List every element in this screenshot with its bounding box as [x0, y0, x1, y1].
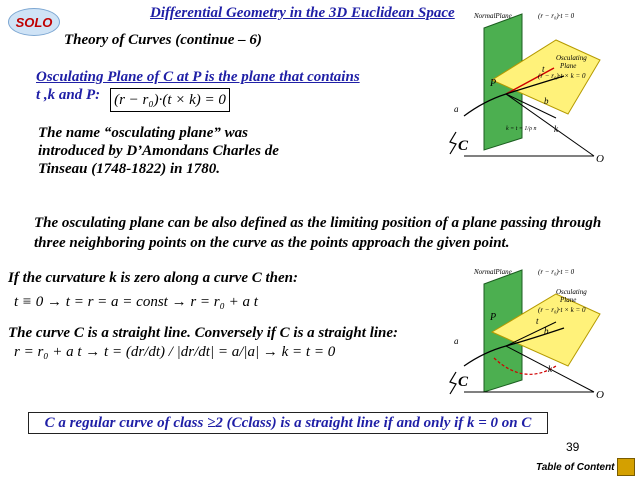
osc-eq-2: (r − r₀)·t × k = 0	[538, 306, 586, 314]
osculating-formula-box	[110, 88, 230, 112]
osc-eq: (r − r₀)·t × k = 0	[538, 72, 586, 80]
osculating-def-line1: Osculating Plane of C at P is the plane that contains	[36, 69, 360, 85]
osculating-label: Osculating	[556, 54, 587, 62]
normal-plane-eq: (r − r₀)·t = 0	[538, 12, 575, 20]
osculating-def-line2: t ,k and P:	[36, 87, 101, 103]
p-label-2: P	[490, 312, 497, 323]
o-label: O	[596, 153, 604, 164]
page-subtitle: Theory of Curves (continue – 6)	[64, 32, 262, 48]
page-title: Differential Geometry in the 3D Euclidean Space	[150, 5, 455, 21]
toc-home-icon[interactable]	[617, 458, 635, 476]
figure-osculating-plane-2	[444, 262, 630, 402]
c-label-2: C	[458, 374, 469, 390]
k-label: k	[554, 124, 558, 134]
solo-logo: SOLO	[8, 8, 60, 36]
curve-break-icon	[450, 132, 456, 154]
t-label-2: t	[536, 316, 539, 326]
name-origin-paragraph: The name “osculating plane” was introduced by D’Amondans Charles de Tinseau (1748-1822) in 1780.	[38, 125, 279, 177]
osculating-formula: (r − r₀)·(t × k) = 0	[114, 91, 226, 108]
a-label: a	[454, 104, 459, 114]
figure-osculating-plane-1	[444, 6, 630, 164]
plane-label-2: Plane	[560, 296, 577, 304]
t-label: t	[542, 64, 545, 74]
k-formula: k = t = 1/ρ n	[506, 126, 537, 132]
b-label: b	[544, 96, 549, 106]
theorem-box: C a regular curve of class ≥2 (Cclass) is a straight line if and only if k = 0 on C	[28, 412, 548, 434]
table-of-content-link[interactable]: Table of Content	[536, 462, 615, 473]
o-label-2: O	[596, 389, 604, 401]
curvature-zero-statement: If the curvature k is zero along a curve C then:	[8, 270, 299, 286]
normal-plane-eq-2: (r − r₀)·t = 0	[538, 268, 575, 276]
page-number: 39	[566, 440, 580, 454]
b-label-2: b	[544, 326, 549, 336]
limiting-position-paragraph: The osculating plane can be also defined as the limiting position of a plane passing through three neighboring points on the curve as the points approach the given point.	[34, 215, 602, 251]
equation-row-2: r = r₀ + a t → t = (dr/dt) / |dr/dt| = a/|a| → k = t = 0	[14, 344, 336, 360]
equation-row-1: t ≡ 0 → t = r = a = const → r = r₀ + a t	[14, 294, 258, 310]
plane-label: Plane	[560, 62, 577, 70]
normal-plane-label: NormalPlane	[474, 12, 512, 20]
straight-line-statement: The curve C is a straight line. Conversely if C is a straight line:	[8, 325, 399, 341]
normal-plane-label-2: NormalPlane	[474, 268, 512, 276]
k-label-2: k	[548, 364, 552, 374]
osculating-label-2: Osculating	[556, 288, 587, 296]
c-label: C	[458, 138, 469, 154]
a-label-2: a	[454, 336, 459, 346]
curve-break-icon-2	[450, 372, 456, 394]
p-label: P	[490, 78, 497, 89]
